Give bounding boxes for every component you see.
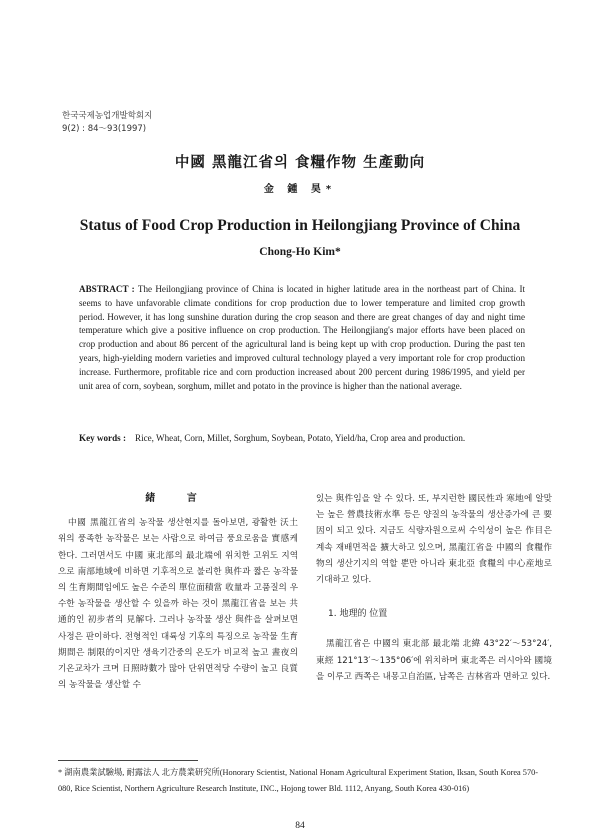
korean-title: 中國 黑龍江省의 食糧作物 生產動向 [174,155,426,171]
journal-volume: 9(2) : 84～93(1997) [62,124,147,134]
left-column [58,491,298,693]
intro-paragraph: 中國 黑龍江省의 농작물 생산현지를 돌아보면, 광활한 沃土 위의 풍족한 농작물은 보는 사람으로 하여금 풍요로움을 實感케 한다. 그러면서도 中國 東北部의 最北端에 위치한 고위도 지역으로 南部地域에 비하면 기후적으로 불리한 與件과 짧은 농작물의 生育期間임에도 높은 수준의 單位面積當 收量과 고품질의 우수한 농작물을 생산할 수 있을까 하는 것이 黑龍江省을 보는 共通的인 初步者의 見解다. 그러나 농작물 생산 與件을 살펴보면 사정은 판이하다. 전형적인 대륙성 기후의 특징으로 농작물 生育期間은 制限的이지만 생육기간중의 온도가 비교적 높고 晝夜의 기온교차가 크며 日照時數가 많아 단위면적당 수량이 높고 良質의 농작물을 생산할 수 [58,518,298,691]
english-title: Status of Food Crop Production in Heilongjiang Province of China [79,217,521,234]
footnote-divider [58,760,198,761]
keywords [79,432,525,446]
right-paragraph-1: 있는 與件임을 알 수 있다. 또, 부지런한 國民性과 寒地에 알맞는 높은 營農技術水準 등은 양질의 농작물의 생산증가에 큰 要因이 되고 있다. 지금도 식량자원으로써 수익성이 높은 作目은 계속 재배면적을 擴大하고 있으며, 黑龍江省을 中國의 食糧作物의 생산기지의 역할 뿐만 아니라 東北亞 食糧의 中心産地로 기대하고 있다. [316,494,552,586]
page-number: 84 [295,821,305,831]
keywords-label: Key words : [79,433,126,443]
section-subheading: 1. 地理的 位置 [328,609,388,620]
abstract-label: ABSTRACT : [79,284,135,294]
footnote: * 湖南農業試驗場, 耐露法人 北方農業研究所(Honorary Scientist, National Honam Agricultural Experiment Station, Iksan, South Korea 570-080, Rice Scientist, Northern Agriculture Research Institute, INC., Hojong tower Bld. 1112, Anyang, South Korea 430-016) [58,768,539,793]
korean-author: 金 鍾 昊* [263,184,337,195]
intro-heading: 緒 言 [145,493,211,504]
journal-info [62,110,152,136]
right-paragraph-2: 黑龍江省은 中國의 東北部 最北端 北緯 43°22′～53°24′, 東經 121°13′～135°06′에 위치하며 東北쪽은 러시아와 國境을 이루고 西쪽은 내몽고自治區, 남쪽은 吉林省과 면하고 있다. [316,639,552,682]
keywords-text: Rice, Wheat, Corn, Millet, Sorghum, Soybean, Potato, Yield/ha, Crop area and production. [135,433,466,443]
journal-name: 한국국제농업개발학회지 [62,111,153,121]
right-column [316,491,552,685]
abstract-text: The Heilongjiang province of China is located in higher latitude area in the northeast part of China. It seems to have unfavorable climate conditions for crop production due to lower temperature and limited crop growth period. However, it has long sunshine duration during the crop season and there are great changes of day and night time temperature which give a positive influence on crop production. The Heilongjiang's major efforts have been placed on crop production and about 86 percent of the agricultural land is being kept up with crop production. During the past ten years, high-yielding modern varieties and improved cultural technology played a very important role for crop production increase. Furthermore, profitable rice and corn production increased about 200 percent during 1986/1995, and yield per unit area of corn, soybean, sorghum, millet and potato in the province is higher than the national average. [79,284,525,391]
abstract [79,283,525,393]
english-author: Chong-Ho Kim* [259,246,341,258]
